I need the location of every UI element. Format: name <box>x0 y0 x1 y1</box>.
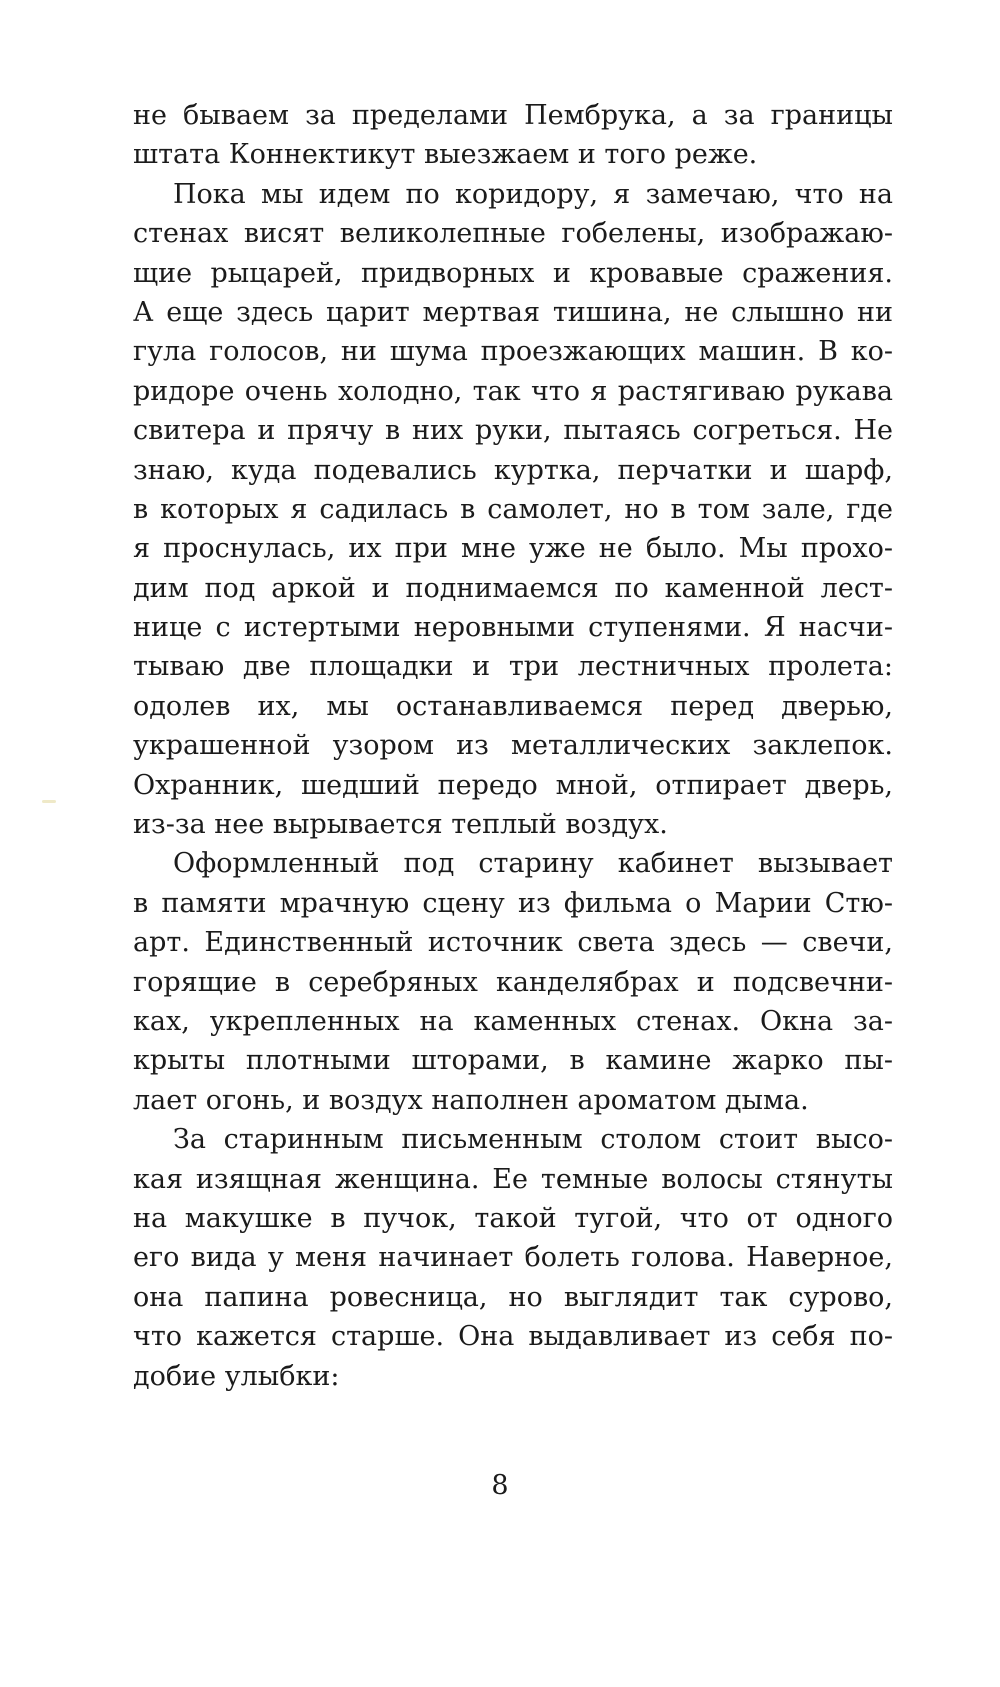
text-line: ридоре очень холодно, так что я растягиваю рукава <box>133 375 893 407</box>
text-line: лает огонь, и воздух наполнен ароматом дыма. <box>133 1084 809 1116</box>
text-line: в памяти мрачную сцену из фильма о Марии Стю- <box>133 887 893 919</box>
text-line: тываю две площадки и три лестничных пролета: <box>133 651 893 683</box>
text-line: что кажется старше. Она выдавливает из себя по- <box>133 1321 893 1353</box>
text-line: крыты плотными шторами, в камине жарко пы- <box>133 1045 893 1077</box>
text-line: щие рыцарей, придворных и кровавые сражения. <box>133 257 893 289</box>
text-line: в которых я садилась в самолет, но в том зале, где <box>133 493 893 525</box>
text-line: Оформленный под старину кабинет вызывает <box>173 848 893 880</box>
body-text <box>133 96 893 1396</box>
text-line: украшенной узором из металлических заклепок. <box>133 730 893 762</box>
text-line: из-за нее вырывается теплый воздух. <box>133 809 668 841</box>
text-line: ках, укрепленных на каменных стенах. Окна за- <box>133 1005 893 1037</box>
text-line: знаю, куда подевались куртка, перчатки и шарф, <box>133 454 893 486</box>
text-line: не бываем за пределами Пембрука, а за границы <box>133 100 893 131</box>
text-line: Пока мы идем по коридору, я замечаю, что на <box>173 178 893 210</box>
text-line: штата Коннектикут выезжаем и того реже. <box>133 139 758 171</box>
text-line: его вида у меня начинает болеть голова. Наверное, <box>133 1242 893 1274</box>
text-line: свитера и прячу в них руки, пытаясь согреться. Не <box>133 415 893 447</box>
text-line: горящие в серебряных канделябрах и подсвечни- <box>133 966 893 998</box>
text-line: Охранник, шедший передо мной, отпирает дверь, <box>133 769 893 801</box>
text-line: арт. Единственный источник света здесь — свечи, <box>133 927 893 959</box>
text-line: на макушке в пучок, такой тугой, что от одного <box>133 1202 893 1234</box>
text-line: она папина ровесница, но выглядит так сурово, <box>133 1281 893 1313</box>
text-line: кая изящная женщина. Ее темные волосы стянуты <box>133 1163 893 1195</box>
text-line: дим под аркой и поднимаемся по каменной лест- <box>133 572 893 604</box>
text-line: одолев их, мы останавливаемся перед дверью, <box>133 690 893 722</box>
text-line: я проснулась, их при мне уже не было. Мы прохо- <box>133 533 893 565</box>
text-line: За старинным письменным столом стоит высо- <box>173 1124 893 1156</box>
text-line: А еще здесь царит мертвая тишина, не слышно ни <box>133 296 893 328</box>
paper-speck <box>42 800 56 803</box>
text-line: стенах висят великолепные гобелены, изображаю- <box>133 218 893 250</box>
text-line: нице с истертыми неровными ступенями. Я насчи- <box>133 612 893 644</box>
text-line: добие улыбки: <box>133 1360 340 1392</box>
page-number: 8 <box>491 1470 509 1501</box>
text-line: гула голосов, ни шума проезжающих машин. В ко- <box>133 336 893 368</box>
